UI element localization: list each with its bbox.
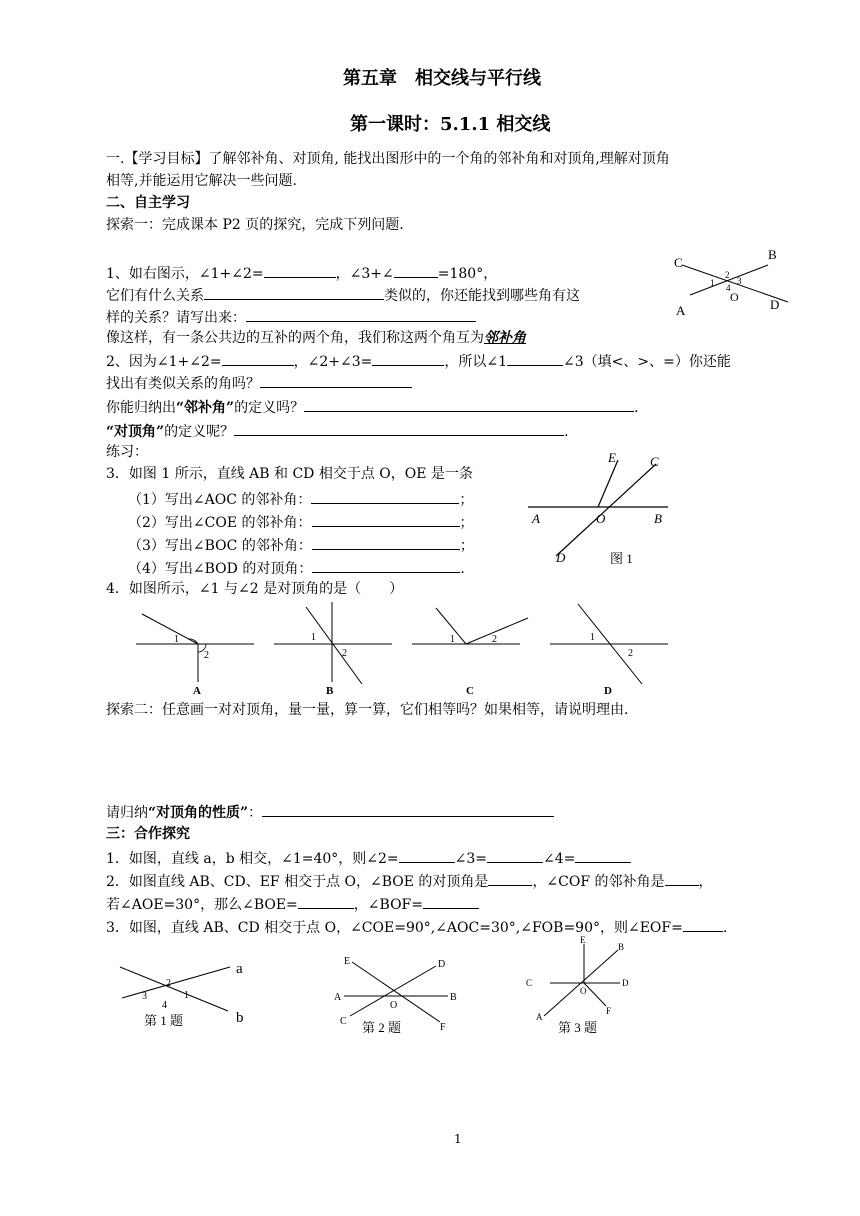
page-number: 1 [454, 1132, 462, 1146]
q1-part-a: 1、如右图示，∠1+∠2= [106, 266, 264, 282]
problem1-figure [116, 955, 256, 1035]
p2-blank-2[interactable] [665, 871, 699, 886]
q1-blank-3[interactable] [204, 285, 384, 300]
option-B-angle-1: 1 [311, 632, 316, 643]
def1-suffix: 的定义吗？ [234, 400, 305, 416]
problem2-caption: 第 2 题 [362, 1020, 402, 1035]
def2-suffix: 的定义呢？ [164, 424, 235, 440]
def2-blank[interactable] [234, 421, 564, 436]
p2-text-c: ， [698, 874, 713, 890]
option-C-angle-2: 2 [492, 634, 497, 645]
line-a-label: a [236, 961, 243, 977]
fig1-label-B: B [654, 511, 662, 526]
option-D-label: D [604, 685, 612, 697]
def1-prefix: 你能归纳出 [106, 400, 176, 416]
p3-period: . [722, 920, 728, 936]
q2-part-c: ，所以∠1 [444, 354, 508, 370]
q3-item-4: （4）写出∠BOD 的对顶角： . [128, 558, 465, 578]
define-neighbor-angle: 你能归纳出“邻补角”的定义吗？ . [106, 397, 639, 417]
q3-stem: 3．如图 1 所示，直线 AB 和 CD 相交于点 O，OE 是一条 [106, 466, 473, 482]
explore2-text: 探索二：任意画一对对顶角，量一量，算一算，它们相等吗？如果相等，请说明理由. [106, 702, 629, 718]
learning-goal-line2: 相等,并能运用它解决一些问题. [106, 173, 297, 189]
label-D: D [770, 297, 780, 312]
p2-line2 [106, 894, 479, 914]
def1-blank[interactable] [304, 397, 634, 412]
figure-intersecting-lines [668, 245, 798, 325]
q1-part-c: =180°， [437, 266, 498, 282]
fig3-label-F: F [606, 1006, 612, 1016]
fig1-label-C: C [650, 454, 659, 469]
q2-line2 [106, 373, 412, 393]
fig1-label-O: O [596, 511, 606, 526]
q2-line2-text: 找出有类似关系的角吗？ [106, 376, 260, 392]
q1-blank-4[interactable] [246, 307, 476, 322]
def1-term: “邻补角” [176, 400, 235, 416]
fig3-label-C: C [526, 978, 533, 988]
q3-item-3-text: （3）写出∠BOC 的邻补角： [128, 538, 312, 554]
q2-part-b: ，∠2+∠3= [293, 354, 373, 370]
fig1-label-D: D [556, 550, 566, 565]
p1-blank-3[interactable] [575, 848, 631, 863]
section3-heading: 三：合作探究 [106, 826, 190, 842]
fig3-label-O: O [580, 986, 587, 996]
p3-blank[interactable] [683, 917, 723, 932]
explore1-text: 探索一：完成课本 P2 页的探究，完成下列问题. [106, 217, 404, 233]
p3-text: 3．如图，直线 AB、CD 相交于点 O，∠COE=90°,∠AOC=30°,∠FOB=90°，则∠EOF= [106, 920, 683, 936]
fig2-label-B: B [450, 992, 457, 1003]
p2-blank-1[interactable] [488, 871, 532, 886]
p2-line1 [106, 871, 713, 891]
fig3-label-B: B [618, 942, 625, 952]
p2-blank-4[interactable] [423, 894, 479, 909]
fig2-label-O: O [390, 1000, 398, 1011]
option-A-label: A [193, 685, 201, 697]
angle-3: 3 [737, 276, 742, 286]
neighbor-definition [106, 329, 526, 347]
problem1-caption: 第 1 题 [144, 1013, 184, 1028]
q3-clip [106, 465, 518, 485]
chapter-title: 第五章 相交线与平行线 [343, 68, 541, 89]
option-A-figure [136, 614, 254, 697]
q2-blank-4[interactable] [260, 373, 412, 388]
learning-goal-line1: 一.【学习目标】了解邻补角、对顶角, 能找出图形中的一个角的邻补角和对顶角,理解对顶角 [106, 151, 670, 167]
q3-blank-4[interactable] [312, 558, 460, 573]
q1-line3-text: 样的关系？请写出来： [106, 310, 246, 326]
q3-blank-1[interactable] [311, 489, 459, 504]
q1-blank-1[interactable] [264, 263, 336, 278]
option-B-label: B [326, 685, 334, 697]
define-vertical-angle: “对顶角”的定义呢？ . [106, 421, 569, 441]
neighbor-sentence: 像这样，有一条公共边的互补的两个角，我们称这两个角互为 [106, 330, 484, 346]
figure-1 [528, 448, 678, 573]
vertical-angle-property [106, 802, 554, 822]
option-D-angle-1: 1 [590, 632, 595, 643]
fig3-label-E: E [580, 935, 586, 945]
q3-item-2: （2）写出∠COE 的邻补角： ； [128, 512, 474, 532]
p1-text: 1．如图，直线 a，b 相交，∠1=40°，则∠2= [106, 851, 399, 867]
neighbor-term: 邻补角 [484, 330, 526, 346]
p1-line [106, 848, 631, 868]
fig1-caption: 图 1 [610, 551, 633, 566]
fig2-label-D: D [438, 959, 446, 970]
q2-part-a: 2、因为∠1+∠2= [106, 354, 222, 370]
fig3-label-D: D [622, 978, 629, 988]
option-D-angle-2: 2 [628, 648, 633, 659]
option-A-angle-2: 2 [204, 650, 209, 661]
p1-blank-1[interactable] [399, 848, 455, 863]
q3-blank-3[interactable] [312, 535, 460, 550]
section2-heading: 二、自主学习 [106, 195, 190, 211]
q4-stem: 4．如图所示，∠1 与∠2 是对顶角的是（ ） [106, 581, 404, 597]
p1-text-c: ∠4= [543, 851, 576, 867]
fig3-label-A: A [536, 1012, 543, 1022]
def2-term: “对顶角” [106, 424, 165, 440]
option-D-figure [550, 604, 668, 697]
p2-line2-b: ，∠BOF= [353, 897, 423, 913]
angle-4: 4 [726, 283, 731, 293]
p2-text-b: ，∠COF 的邻补角是 [532, 874, 665, 890]
lesson-title: 第一课时：5.1.1 相交线 [350, 114, 551, 135]
label-O: O [730, 290, 739, 304]
summary-term: “对顶角的性质” [148, 805, 249, 821]
problem2-figure [332, 950, 472, 1042]
practice-label: 练习： [106, 444, 148, 460]
p1-angle-4: 4 [162, 1000, 167, 1011]
q2-part-d: ∠3（填<、>、=）你还能 [563, 354, 731, 370]
q1-line2-a: 它们有什么关系 [106, 288, 204, 304]
option-A-angle-1: 1 [174, 634, 179, 645]
fig1-label-E: E [608, 450, 616, 465]
label-C: C [674, 255, 683, 270]
label-B: B [768, 247, 777, 262]
option-C-label: C [466, 685, 474, 697]
q3-item-1-text: （1）写出∠AOC 的邻补角： [128, 492, 312, 508]
q2-line1 [106, 351, 731, 371]
option-C-angle-1: 1 [450, 634, 455, 645]
fig1-label-A: A [532, 511, 540, 526]
p1-angle-1: 1 [184, 990, 189, 1001]
summary-prefix: 请归纳 [106, 805, 148, 821]
q2-blank-1[interactable] [222, 351, 294, 366]
p2-line2-a: 若∠AOE=30°，那么∠BOE= [106, 897, 298, 913]
q1-line3 [106, 307, 476, 327]
option-B-angle-2: 2 [342, 648, 347, 659]
fig2-label-F: F [440, 1022, 446, 1033]
p3-line [106, 917, 727, 937]
p1-angle-2: 2 [166, 978, 171, 989]
p1-blank-2[interactable] [487, 848, 543, 863]
q1-line1 [106, 263, 497, 283]
q3-item-2-text: （2）写出∠COE 的邻补角： [128, 515, 312, 531]
q1-part-b: ，∠3+∠ [335, 266, 394, 282]
summary-blank[interactable] [262, 802, 554, 817]
q3-item-3: （3）写出∠BOC 的邻补角： ； [128, 535, 474, 555]
problem3-figure [524, 936, 644, 1042]
q4-option-figures [136, 602, 676, 698]
summary-colon: ： [248, 805, 263, 821]
p2-text-a: 2．如图直线 AB、CD、EF 相交于点 O，∠BOE 的对顶角是 [106, 874, 489, 890]
q1-blank-2[interactable] [394, 263, 438, 278]
fig2-label-A: A [334, 992, 342, 1003]
label-A: A [676, 303, 686, 318]
option-B-figure [274, 602, 392, 697]
p1-angle-3: 3 [142, 991, 147, 1002]
line-b-label: b [236, 1010, 244, 1026]
q1-line2-b: 类似的，你还能找到哪些角有这 [384, 288, 580, 304]
option-C-figure [412, 608, 528, 697]
q3-item-1: （1）写出∠AOC 的邻补角： ； [128, 489, 473, 509]
fig2-label-C: C [340, 1016, 347, 1027]
angle-1: 1 [710, 278, 715, 288]
q2-blank-2[interactable] [372, 351, 444, 366]
angle-2: 2 [725, 270, 730, 280]
q1-line2 [106, 285, 580, 305]
q3-item-4-text: （4）写出∠BOD 的对顶角： [128, 561, 313, 577]
p2-blank-3[interactable] [298, 894, 354, 909]
q3-blank-2[interactable] [312, 512, 460, 527]
problem3-caption: 第 3 题 [558, 1020, 598, 1035]
fig2-label-E: E [344, 956, 351, 967]
q2-blank-3[interactable] [507, 351, 563, 366]
p1-text-b: ∠3= [454, 851, 488, 867]
